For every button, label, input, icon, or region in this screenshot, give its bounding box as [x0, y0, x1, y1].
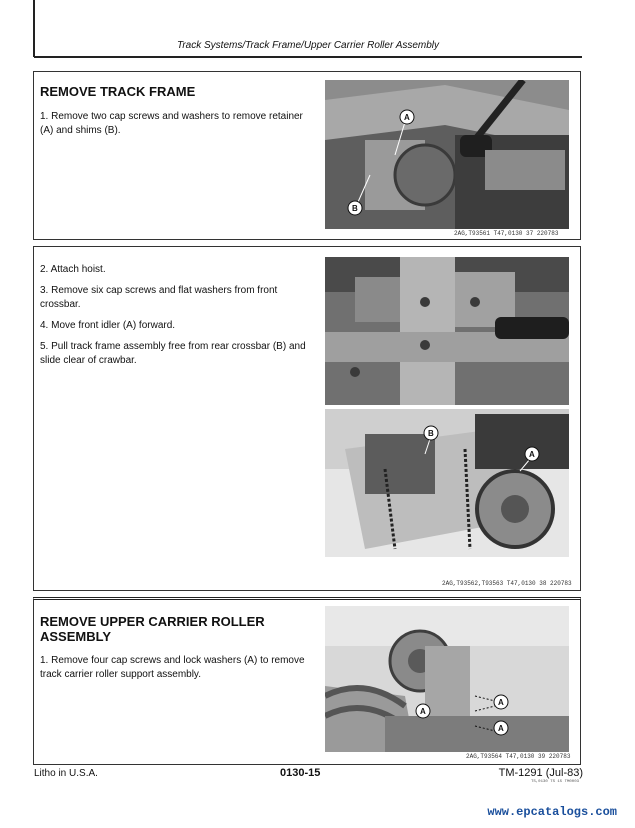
section-remove-track-frame — [33, 71, 581, 240]
watermark-link[interactable]: www.epcatalogs.com — [487, 805, 617, 819]
section-steps — [40, 110, 312, 145]
step-text: 3. Remove six cap screws and flat washers from front crossbar. — [40, 285, 278, 310]
section-title: REMOVE UPPER CARRIER ROLLER ASSEMBLY — [40, 614, 265, 644]
photo-caption: 2AG,T93564 T47,0130 39 220783 — [466, 753, 571, 760]
callout-label: A — [404, 113, 410, 122]
photo-caption: 2AG,T93562,T93563 T47,0130 38 220783 — [442, 580, 572, 587]
section-steps — [40, 654, 312, 689]
step-text: 2. Attach hoist. — [40, 264, 106, 275]
footer-code: TS,0130 TS 15 TM0003 — [530, 780, 579, 784]
photo-idler-and-crossbar — [325, 409, 569, 557]
callout-label: A — [529, 450, 535, 459]
step-text: 5. Pull track frame assembly free from rear crossbar (B) and slide clear of crawbar. — [40, 341, 306, 366]
step-text: 4. Move front idler (A) forward. — [40, 320, 176, 331]
header-rule — [34, 56, 582, 58]
step-text: 1. Remove four cap screws and lock washers (A) to remove track carrier roller support assembly. — [40, 655, 305, 680]
callout-label: B — [352, 204, 358, 213]
photo-caption: 2AG,T93561 T47,0130 37 220783 — [454, 230, 559, 237]
running-header: Track Systems/Track Frame/Upper Carrier Roller Assembly — [176, 40, 440, 51]
page-number: 0130-15 — [280, 767, 321, 779]
section-title: REMOVE TRACK FRAME — [40, 84, 196, 99]
section-remove-upper-carrier-roller — [33, 597, 581, 765]
manual-id: TM-1291 (Jul-83) — [498, 767, 583, 779]
section-steps — [40, 263, 312, 375]
photo-carrier-roller-support — [325, 606, 569, 752]
step-text: 1. Remove two cap screws and washers to remove retainer (A) and shims (B). — [40, 111, 303, 136]
photo-track-frame-retainer — [325, 80, 569, 229]
callout-label: B — [428, 429, 434, 438]
footer-litho: Litho in U.S.A. — [34, 768, 98, 779]
section-track-frame-steps — [33, 246, 581, 591]
callout-label: A — [498, 698, 504, 707]
callout-label: A — [498, 724, 504, 733]
callout-label: A — [420, 707, 426, 716]
photo-front-crossbar — [325, 257, 569, 405]
